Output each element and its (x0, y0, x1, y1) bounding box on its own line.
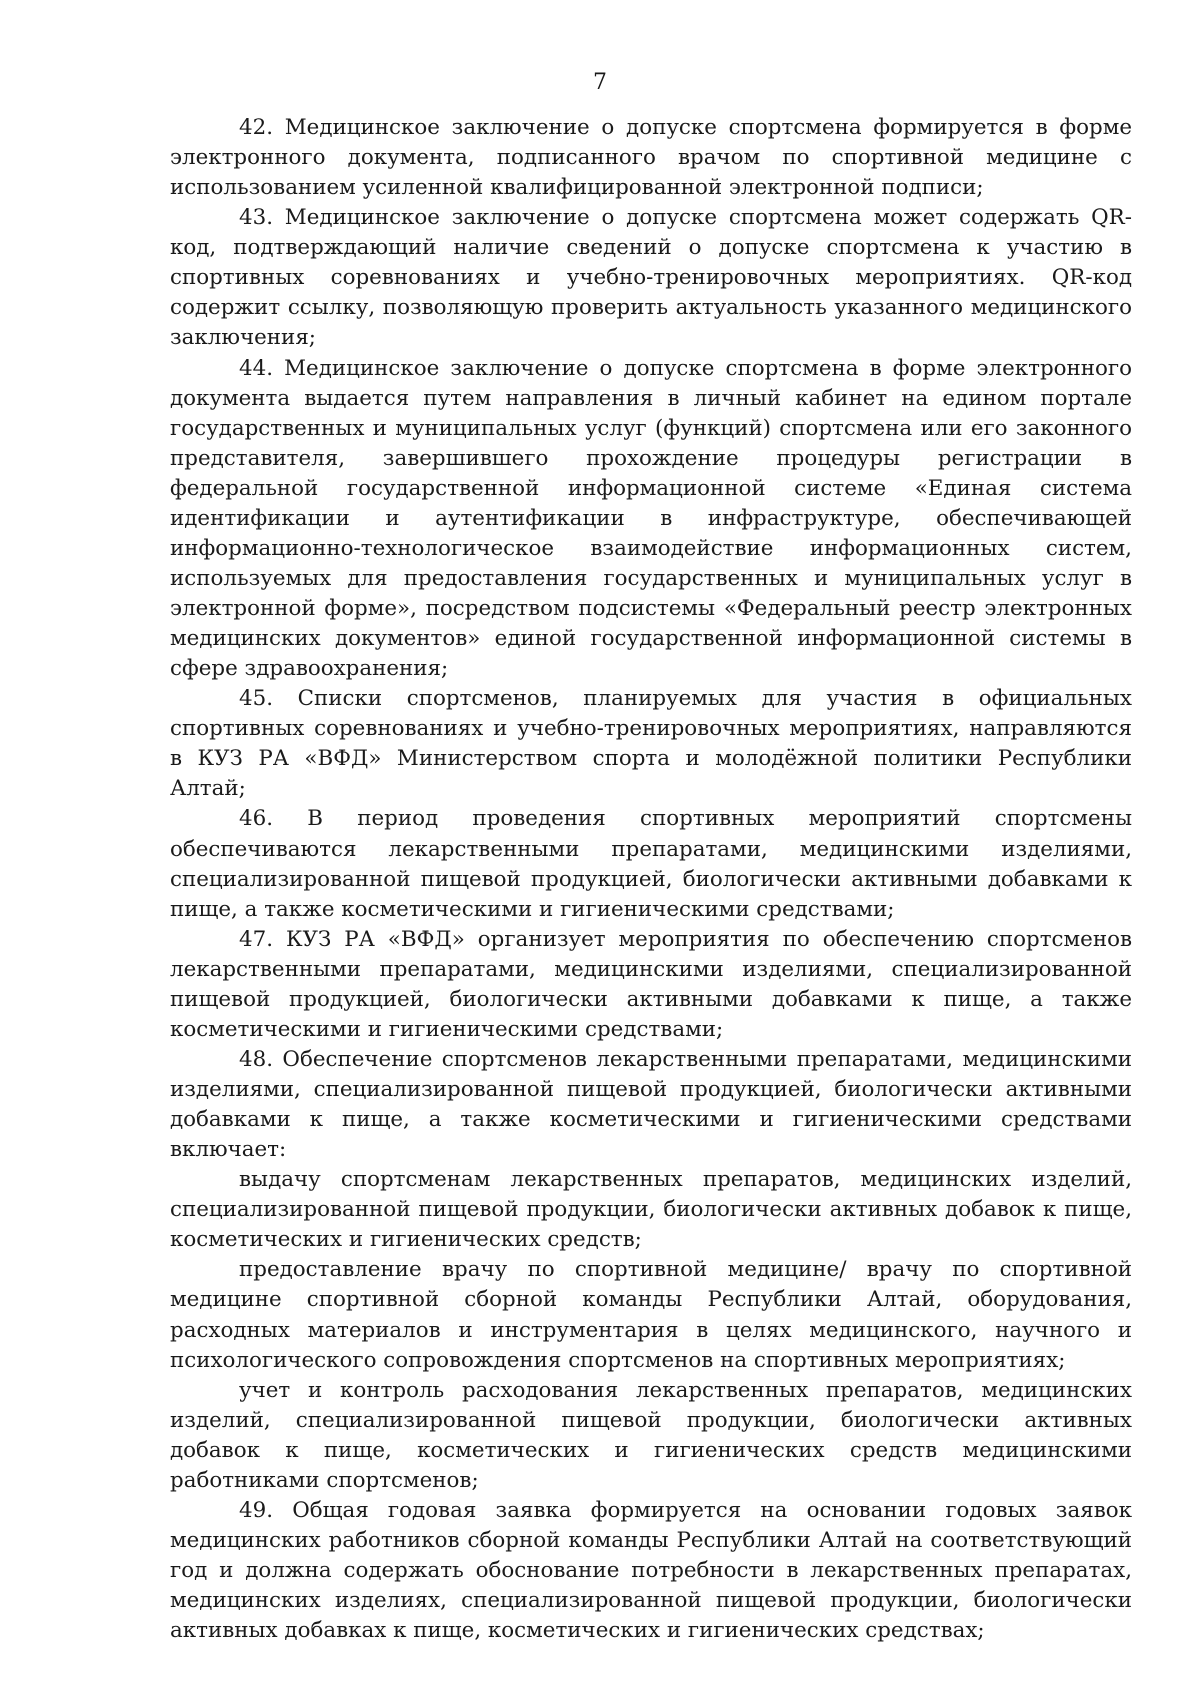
paragraph-42: 42. Медицинское заключение о допуске спортсмена формируется в форме электронного документа, подписанного врачом по спортивной медицине с использованием усиленной квалифицированной электронной подписи; (170, 115, 1132, 201)
paragraph-45: 45. Списки спортсменов, планируемых для участия в официальных спортивных соревнованиях и учебно-тренировочных мероприятиях, направляются в КУЗ РА «ВФД» Министерством спорта и молодёжной политики Республики Алтай; (170, 686, 1132, 802)
paragraph-48: 48. Обеспечение спортсменов лекарственными препаратами, медицинскими изделиями, специализированной пищевой продукцией, биологически активными добавками к пище, а также косметическими и гигиеническими средствами включает: (170, 1046, 1132, 1163)
list-item-issuance: выдачу спортсменам лекарственных препаратов, медицинских изделий, специализированной пищевой продукции, биологически активных добавок к пище, косметических и гигиенических средств; (170, 1167, 1132, 1253)
page-number: 7 (593, 70, 607, 95)
document-body (170, 113, 1132, 1646)
paragraph-44: 44. Медицинское заключение о допуске спортсмена в форме электронного документа выдается путем направления в личный кабинет на едином портале государственных и муниципальных услуг (функций) спортсмена или его законного представителя, завершившего прохождение процедуры регистрации в федеральной государственной информационной системе «Единая система идентификации и аутентификации в инфраструктуре, обеспечивающей информационно-технологическое взаимодействие информационных систем, используемых для предоставления государственных и муниципальных услуг в электронной форме», посредством подсистемы «Федеральный реестр электронных медицинских документов» единой государственной информационной системы в сфере здравоохранения; (170, 355, 1132, 682)
paragraph-47: 47. КУЗ РА «ВФД» организует мероприятия по обеспечению спортсменов лекарственными препаратами, медицинскими изделиями, специализированной пищевой продукцией, биологически активными добавками к пище, а также косметическими и гигиеническими средствами; (170, 926, 1132, 1042)
list-item-provision: предоставление врачу по спортивной медицине/ врачу по спортивной медицине спортивной сборной команды Республики Алтай, оборудования, расходных материалов и инструментария в целях медицинского, научного и психологического сопровождения спортсменов на спортивных мероприятиях; (170, 1257, 1132, 1373)
paragraph-49: 49. Общая годовая заявка формируется на основании годовых заявок медицинских работников сборной команды Республики Алтай на соответствующий год и должна содержать обоснование потребности в лекарственных препаратах, медицинских изделиях, специализированной пищевой продукции, биологически активных добавках к пище, косметических и гигиенических средствах; (170, 1497, 1132, 1644)
list-item-accounting: учет и контроль расходования лекарственных препаратов, медицинских изделий, специализированной пищевой продукции, биологически активных добавок к пище, косметических и гигиенических средств медицинскими работниками спортсменов; (170, 1377, 1132, 1493)
paragraph-43: 43. Медицинское заключение о допуске спортсмена может содержать QR-код, подтверждающий наличие сведений о допуске спортсмена к участию в спортивных соревнованиях и учебно-тренировочных мероприятиях. QR-код содержит ссылку, позволяющую проверить актуальность указанного медицинского заключения; (170, 205, 1132, 351)
paragraph-46: 46. В период проведения спортивных мероприятий спортсмены обеспечиваются лекарственными препаратами, медицинскими изделиями, специализированной пищевой продукцией, биологически активными добавками к пище, а также косметическими и гигиеническими средствами; (170, 806, 1132, 922)
